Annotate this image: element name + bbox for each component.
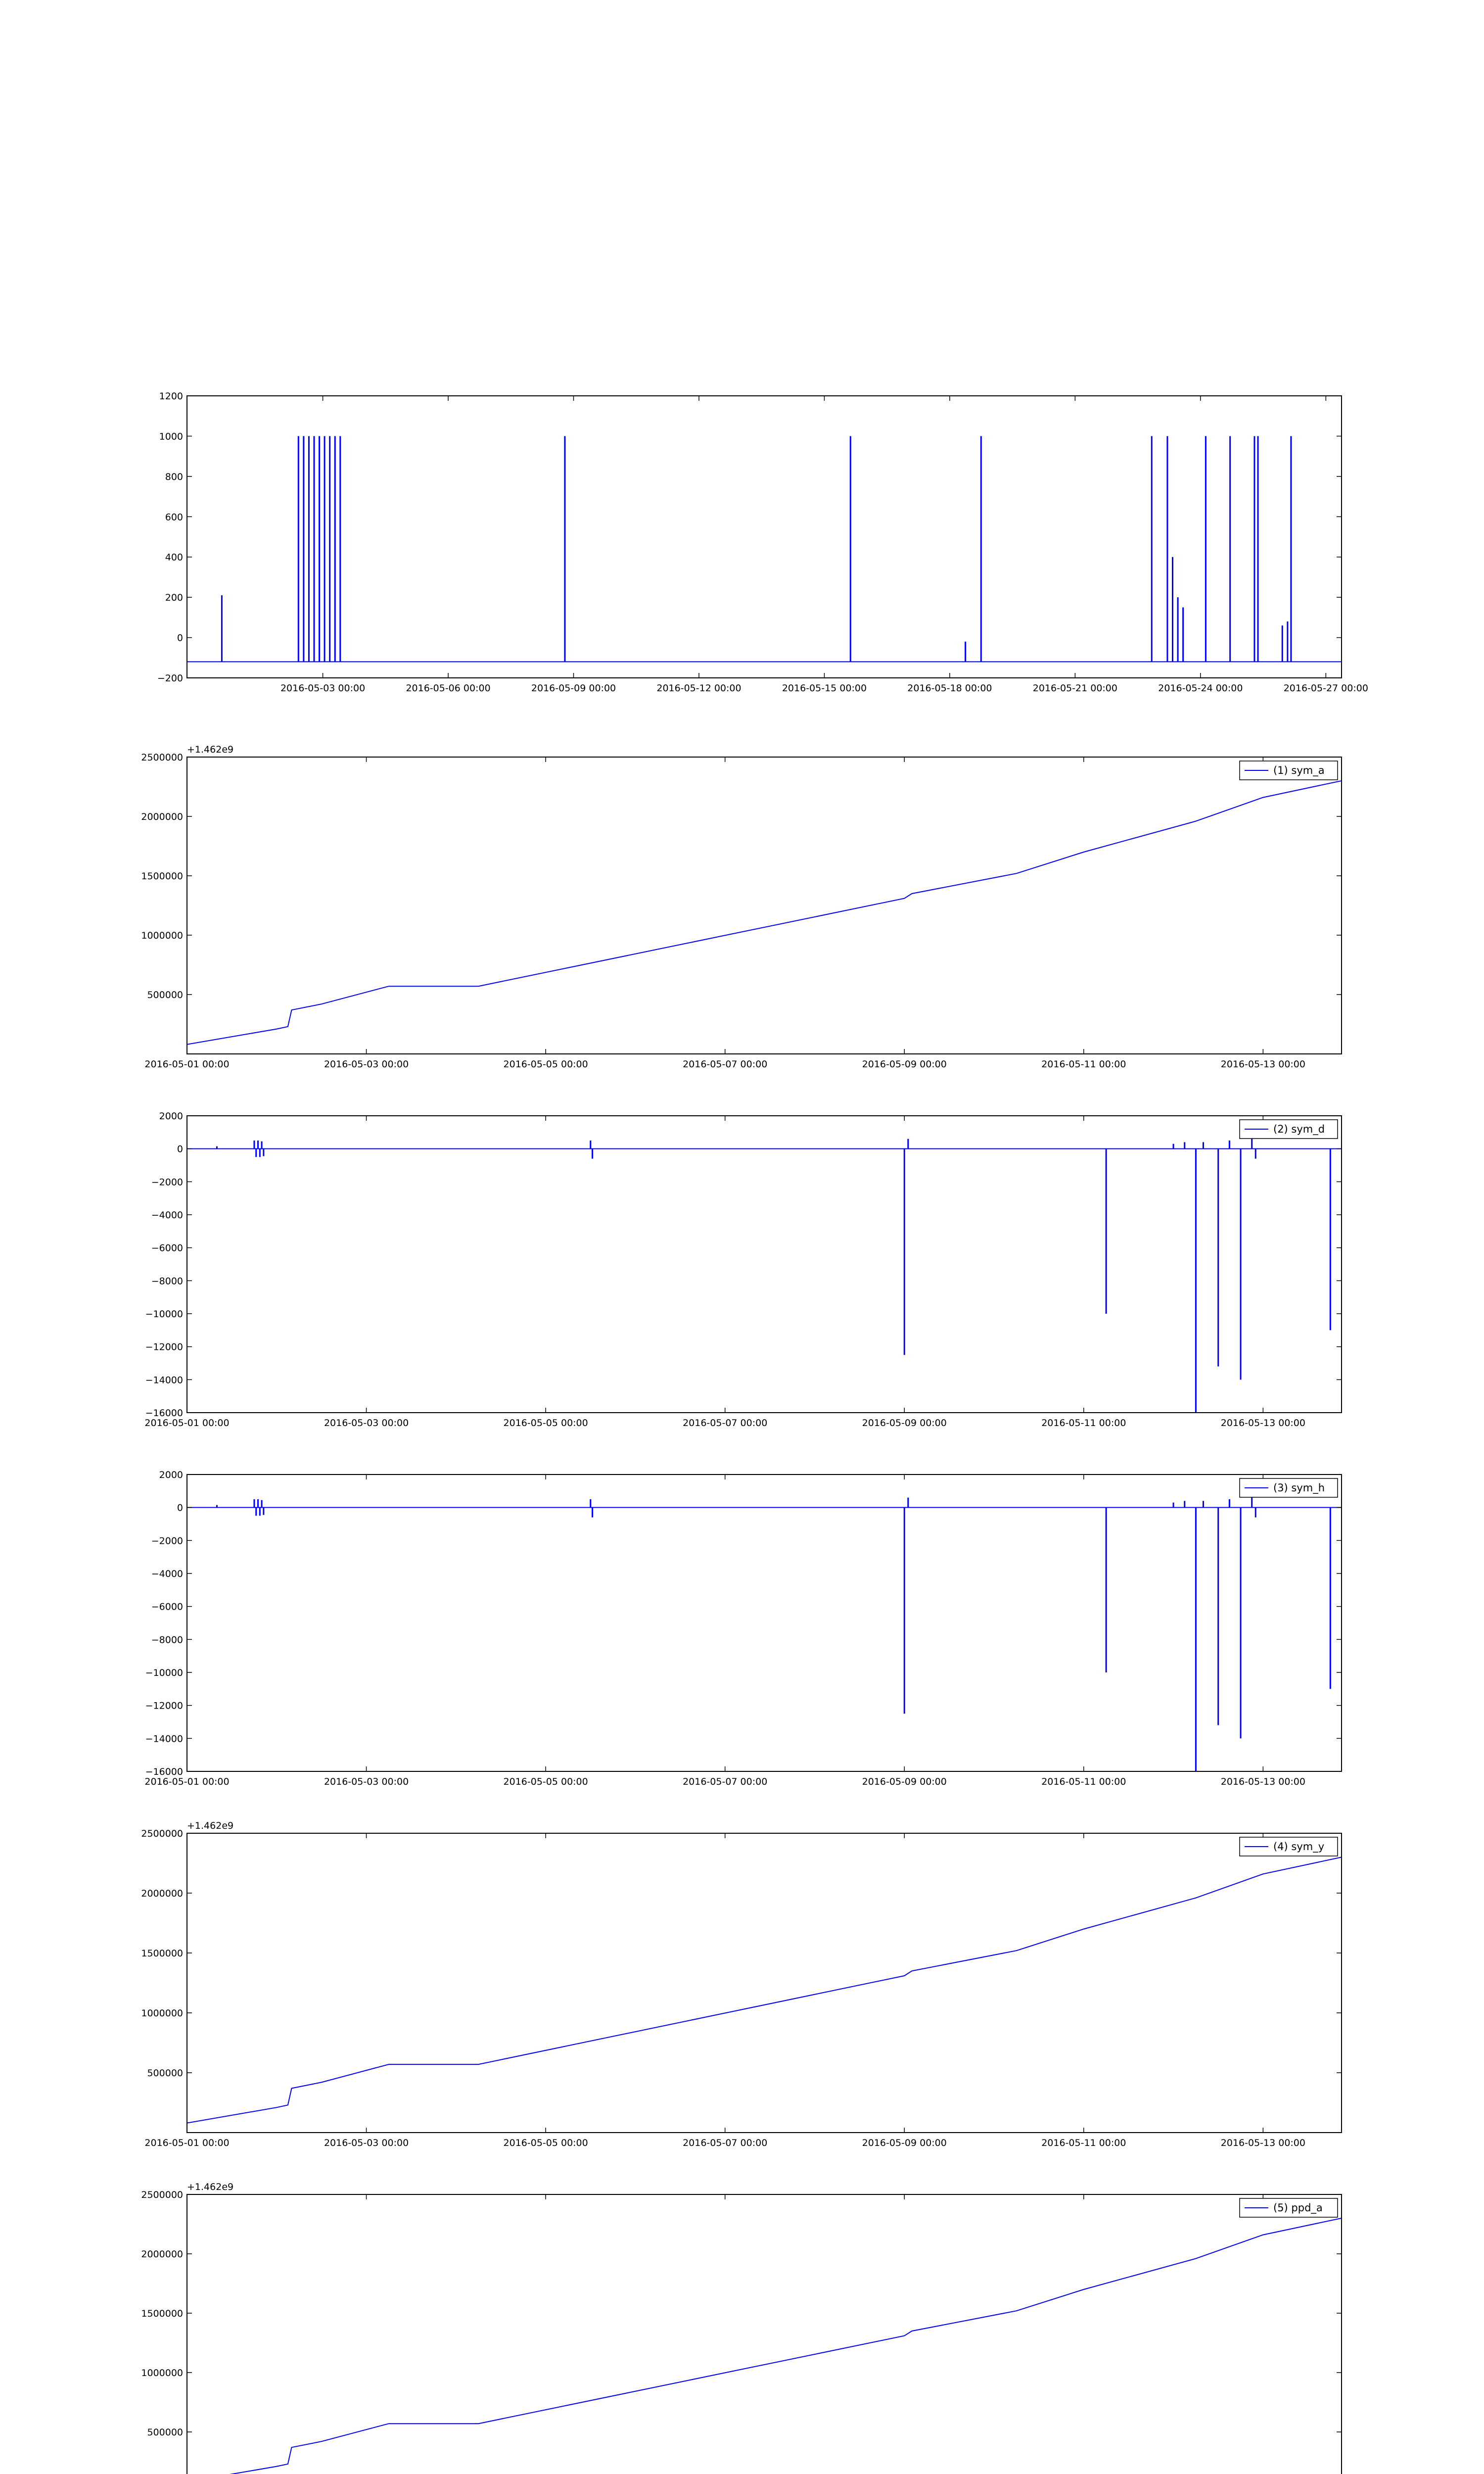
subplot-1: [157, 391, 1368, 694]
y-tick-label: −16000: [145, 1766, 183, 1777]
x-tick-label: 2016-05-09 00:00: [862, 1059, 947, 1070]
y-tick-label: −6000: [151, 1601, 183, 1613]
y-tick-label: −12000: [145, 1700, 183, 1712]
y-tick-label: 1500000: [141, 1948, 183, 1959]
y-tick-label: −4000: [151, 1569, 183, 1579]
x-tick-label: 2016-05-13 00:00: [1220, 1776, 1305, 1787]
y-tick-label: −10000: [145, 1667, 183, 1678]
axes-frame: [187, 2194, 1342, 2474]
data-layer: [187, 1139, 1342, 1413]
y-tick-label: 1000: [159, 431, 183, 442]
y-tick-label: −16000: [145, 1408, 183, 1419]
x-tick-label: 2016-05-01 00:00: [144, 1418, 230, 1428]
offset-label: +1.462e9: [187, 2182, 234, 2192]
series-line: [187, 781, 1342, 1045]
x-tick-label: 2016-05-03 00:00: [324, 1418, 409, 1428]
x-tick-label: 2016-05-27 00:00: [1283, 683, 1368, 694]
legend-label: (1) sym_a: [1273, 764, 1325, 776]
y-tick-label: 2000000: [141, 811, 183, 822]
x-tick-label: 2016-05-01 00:00: [144, 2138, 230, 2148]
y-tick-label: 1000000: [141, 930, 183, 941]
x-tick-label: 2016-05-03 00:00: [324, 1059, 409, 1070]
x-tick-label: 2016-05-03 00:00: [280, 683, 366, 694]
subplot-3: [144, 1111, 1342, 1428]
x-tick-label: 2016-05-07 00:00: [683, 2138, 768, 2148]
data-layer: [187, 2218, 1342, 2474]
x-tick-label: 2016-05-09 00:00: [862, 1418, 947, 1428]
y-tick-label: 1500000: [141, 871, 183, 882]
y-tick-label: −2000: [151, 1535, 183, 1547]
subplot-6: [141, 2182, 1342, 2474]
x-tick-label: 2016-05-09 00:00: [531, 683, 616, 694]
y-tick-label: 800: [165, 471, 183, 482]
y-tick-label: 1000000: [141, 2008, 183, 2019]
axes-frame: [187, 1475, 1342, 1771]
data-layer: [187, 1498, 1342, 1771]
x-tick-label: 2016-05-11 00:00: [1041, 1776, 1126, 1787]
y-tick-label: 0: [177, 632, 183, 644]
legend-label: (5) ppd_a: [1273, 2202, 1323, 2214]
x-tick-label: 2016-05-12 00:00: [656, 683, 742, 694]
y-tick-label: −8000: [151, 1634, 183, 1646]
y-tick-label: 500000: [147, 2427, 183, 2438]
y-tick-label: 200: [165, 592, 183, 604]
x-tick-label: 2016-05-09 00:00: [862, 2138, 947, 2148]
y-tick-label: −4000: [151, 1210, 183, 1221]
y-tick-label: −14000: [145, 1375, 183, 1386]
y-tick-label: −2000: [151, 1177, 183, 1188]
y-tick-label: −200: [157, 673, 183, 684]
y-tick-label: 2500000: [141, 1828, 183, 1839]
y-tick-label: 1200: [159, 391, 183, 402]
data-layer: [187, 1857, 1342, 2123]
subplot-5: [141, 1820, 1342, 2148]
axes-frame: [187, 1116, 1342, 1413]
x-tick-label: 2016-05-03 00:00: [324, 2138, 409, 2148]
x-tick-label: 2016-05-07 00:00: [683, 1776, 768, 1787]
legend-label: (4) sym_y: [1273, 1841, 1325, 1853]
legend-label: (2) sym_d: [1273, 1123, 1325, 1135]
x-tick-label: 2016-05-13 00:00: [1220, 1059, 1305, 1070]
axes-frame: [187, 757, 1342, 1054]
y-tick-label: −8000: [151, 1276, 183, 1287]
y-tick-label: −10000: [145, 1309, 183, 1320]
x-tick-label: 2016-05-11 00:00: [1041, 1059, 1126, 1070]
x-tick-label: 2016-05-11 00:00: [1041, 2138, 1126, 2148]
data-layer: [187, 436, 1342, 662]
x-tick-label: 2016-05-15 00:00: [782, 683, 867, 694]
offset-label: +1.462e9: [187, 1820, 234, 1831]
y-tick-label: −14000: [145, 1733, 183, 1745]
subplot-2: [141, 744, 1342, 1070]
y-tick-label: 0: [177, 1143, 183, 1155]
x-tick-label: 2016-05-03 00:00: [324, 1776, 409, 1787]
y-tick-label: 600: [165, 512, 183, 523]
series-line: [187, 1857, 1342, 2123]
legend: [1240, 761, 1338, 780]
legend: [1240, 1478, 1338, 1497]
y-tick-label: 0: [177, 1502, 183, 1514]
x-tick-label: 2016-05-24 00:00: [1158, 683, 1243, 694]
x-tick-label: 2016-05-07 00:00: [683, 1059, 768, 1070]
y-tick-label: 2500000: [141, 752, 183, 763]
x-tick-label: 2016-05-21 00:00: [1032, 683, 1117, 694]
subplot-4: [144, 1470, 1342, 1787]
y-tick-label: 1500000: [141, 2308, 183, 2319]
legend: [1240, 1837, 1338, 1856]
x-tick-label: 2016-05-05 00:00: [503, 2138, 588, 2148]
x-tick-label: 2016-05-05 00:00: [503, 1418, 588, 1428]
y-tick-label: 400: [165, 552, 183, 563]
y-tick-label: 2000: [159, 1470, 183, 1480]
x-tick-label: 2016-05-01 00:00: [144, 1776, 230, 1787]
y-tick-label: 500000: [147, 990, 183, 1000]
y-tick-label: 1000000: [141, 2368, 183, 2379]
x-tick-label: 2016-05-13 00:00: [1220, 2138, 1305, 2148]
legend-label: (3) sym_h: [1273, 1482, 1325, 1494]
y-tick-label: 2000000: [141, 1888, 183, 1899]
x-tick-label: 2016-05-06 00:00: [406, 683, 491, 694]
x-tick-label: 2016-05-07 00:00: [683, 1418, 768, 1428]
y-tick-label: 2500000: [141, 2189, 183, 2200]
y-tick-label: −12000: [145, 1341, 183, 1353]
y-tick-label: 500000: [147, 2068, 183, 2079]
axes-frame: [187, 1833, 1342, 2133]
legend: [1240, 1120, 1338, 1139]
x-tick-label: 2016-05-11 00:00: [1041, 1418, 1126, 1428]
axes-frame: [187, 396, 1342, 678]
offset-label: +1.462e9: [187, 744, 234, 755]
x-tick-label: 2016-05-05 00:00: [503, 1059, 588, 1070]
y-tick-label: 2000: [159, 1111, 183, 1122]
y-tick-label: −6000: [151, 1242, 183, 1254]
legend: [1240, 2198, 1338, 2217]
x-tick-label: 2016-05-01 00:00: [144, 1059, 230, 1070]
x-tick-label: 2016-05-09 00:00: [862, 1776, 947, 1787]
y-tick-label: 2000000: [141, 2249, 183, 2260]
x-tick-label: 2016-05-05 00:00: [503, 1776, 588, 1787]
x-tick-label: 2016-05-13 00:00: [1220, 1418, 1305, 1428]
series-line: [187, 2218, 1342, 2474]
x-tick-label: 2016-05-18 00:00: [907, 683, 992, 694]
data-layer: [187, 781, 1342, 1045]
